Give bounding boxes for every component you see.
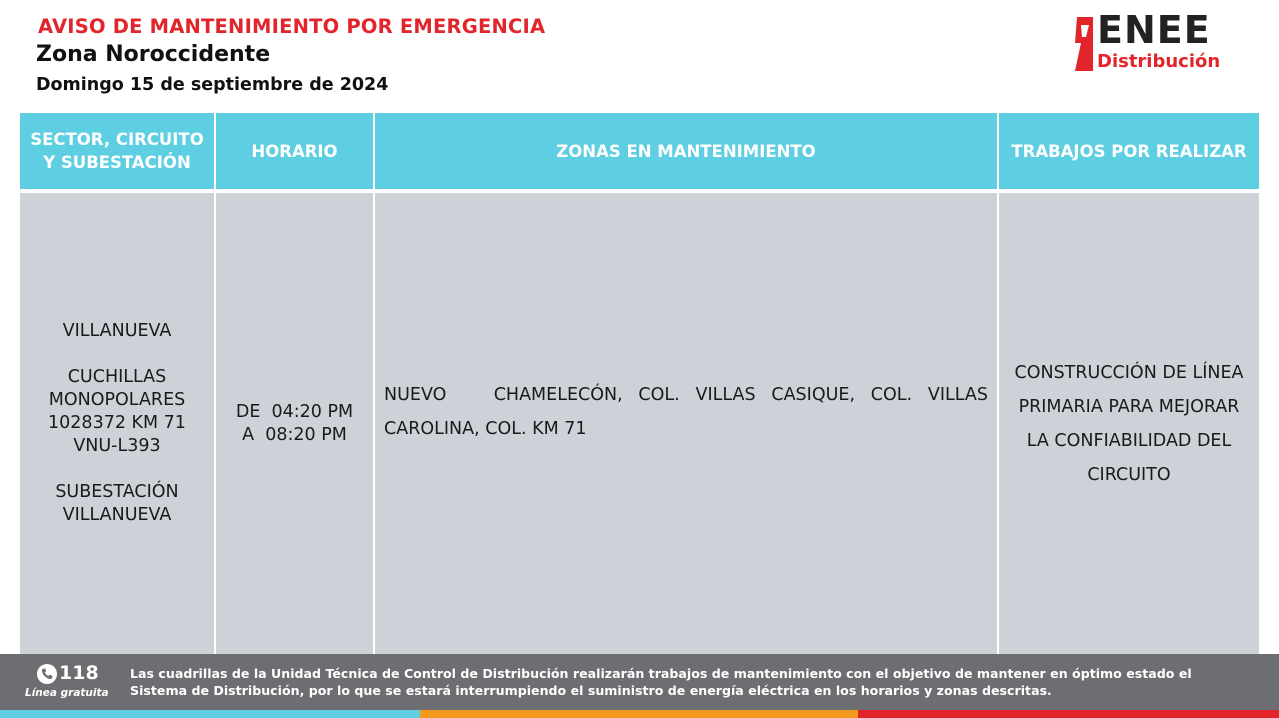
zonas-text: NUEVO CHAMELECÓN, COL. VILLAS CASIQUE, COL. VILLAS CAROLINA, COL. KM 71 [384, 384, 994, 439]
notice-title: AVISO DE MANTENIMIENTO POR EMERGENCIA [38, 15, 546, 38]
phone-number: 118 [59, 662, 99, 684]
column-header-horario: HORARIO [216, 113, 375, 189]
column-header-sector: SECTOR, CIRCUITO Y SUBESTACIÓN [20, 113, 216, 189]
cell-horario [216, 193, 375, 654]
maintenance-table [20, 113, 1259, 654]
phone-caption: Línea gratuita [25, 687, 109, 699]
logo-brand: ENEE [1097, 8, 1211, 52]
stripe-red [858, 710, 1279, 718]
enee-logo [1073, 8, 1253, 74]
zone-title: Zona Noroccidente [36, 42, 271, 67]
footer-notice-text: Las cuadrillas de la Unidad Técnica de Control de Distribución realizarán trabajos de mantenimiento con el objetivo de mantener en óptimo estado el Sistema de Distribución, por lo que se estará interrumpiendo el suministro de energía eléctrica en los horarios y zonas descritas. [130, 666, 1192, 698]
phone-icon [37, 664, 57, 684]
cell-sector [20, 193, 216, 654]
stripe-cyan [0, 710, 420, 718]
enee-logo-mark-icon [1073, 17, 1093, 71]
cell-trabajos [999, 193, 1259, 654]
trabajos-text: CONSTRUCCIÓN DE LÍNEA PRIMARIA PARA MEJORAR LA CONFIABILIDAD DEL CIRCUITO [1014, 362, 1244, 485]
footer-bar [0, 654, 1279, 710]
table-header [20, 113, 1259, 189]
column-header-zonas: ZONAS EN MANTENIMIENTO [375, 113, 999, 189]
free-line-badge [24, 662, 110, 704]
date-line: Domingo 15 de septiembre de 2024 [36, 75, 389, 95]
stripe-orange [420, 710, 858, 718]
horario-start: DE 04:20 PM [235, 401, 354, 422]
horario-end: A 08:20 PM [242, 424, 347, 445]
logo-subbrand: Distribución [1097, 51, 1221, 72]
table-row [20, 193, 1259, 654]
column-header-trabajos: TRABAJOS POR REALIZAR [999, 113, 1259, 189]
sector-text: VILLANUEVA CUCHILLAS MONOPOLARES 1028372 KM 71 VNU-L393 SUBESTACIÓN VILLANUEVA [48, 321, 186, 525]
cell-zonas [375, 193, 999, 654]
